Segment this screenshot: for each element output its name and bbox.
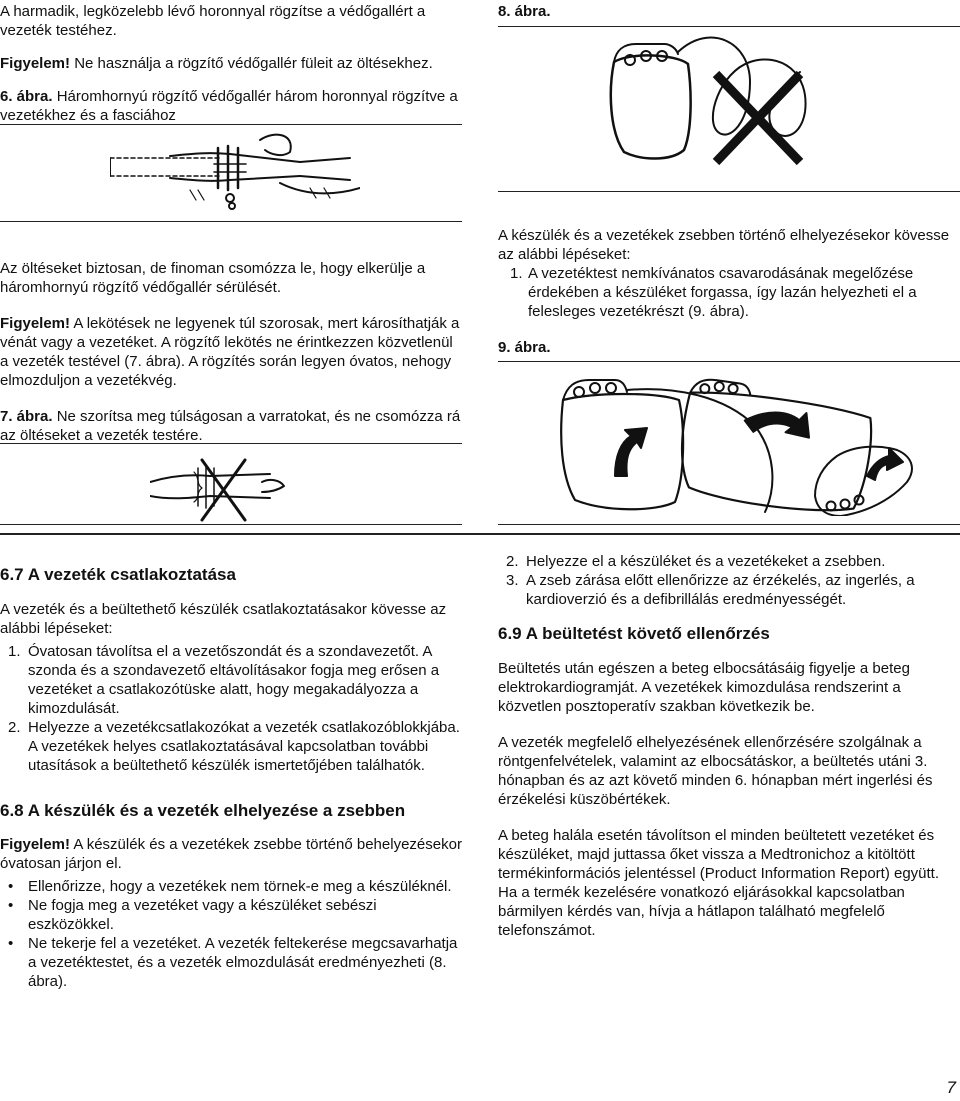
list-item: • Ne fogja meg a vezetéket vagy a készüléket sebészi eszközökkel. [8, 897, 377, 933]
figure-6-illustration [110, 128, 360, 218]
anchoring-sleeve-drawing [110, 128, 360, 218]
right-middle-column [498, 226, 960, 357]
figure-9-rule [498, 361, 960, 362]
bullet-list [0, 877, 462, 991]
warning-pocket: Figyelem! A készülék és a vezetékek zsebbe történő behelyezésekor óvatosan járjon el. [0, 836, 462, 872]
list-item: 3. A zseb zárása előtt ellenőrizze az érzékelés, az ingerlés, a kardioverzió és a defibrillálás eredményességét. [506, 572, 915, 608]
left-top-column [0, 2, 462, 125]
figure-9-bottom-rule [498, 524, 960, 525]
section-heading: 6.8 A készülék és a vezeték elhelyezése a zsebben [0, 801, 406, 820]
figure-7-caption: 7. ábra. Ne szorítsa meg túlságosan a varratokat, és ne csomózza rá az öltéseket a vezeték testére. [0, 408, 461, 444]
figure-6-caption: 6. ábra. Háromhornyú rögzítő védőgallér három horonnyal rögzítve a vezetékhez és a fasciához [0, 88, 458, 124]
crossed-suture-drawing [150, 452, 300, 524]
section-heading: 6.7 A vezeték csatlakoztatása [0, 565, 236, 584]
device-coiled-lead-drawing [600, 32, 840, 172]
numbered-list [0, 642, 462, 775]
numbered-list [498, 552, 960, 609]
warning-label: Figyelem! [0, 55, 71, 72]
figure-9-illustration [555, 366, 915, 516]
section-6-7 [0, 564, 462, 775]
figure-7-illustration [150, 452, 300, 524]
explant-paragraph: A beteg halála esetén távolítson el minden beültetett vezetéket és készüléket, majd juttassa őket vissza a Medtronichoz a kitöltött termékinformációs jelentéssel (Product Information Report) együtt. Ha a termék kezelésére vonatkozó eljárásokkal kapcsolatban bármilyen kérdés van, hívja a hátlapon található megfelelő telefonszámot. [498, 827, 940, 939]
figure-8-bottom-rule [498, 191, 960, 192]
list-item: 2. Helyezze a vezetékcsatlakozókat a vezeték csatlakozóblokkjába. A vezetékek helyes csatlakoztatásával kapcsolatban további utasítások a beültethető készülék ismertetőjében találhatók. [8, 719, 460, 774]
sutures-paragraph: Az öltéseket biztosan, de finoman csomózza le, hogy elkerülje a háromhornyú rögzítő védőgallér sérülését. [0, 260, 426, 296]
figure-8-rule [498, 26, 960, 27]
list-item: 1. A vezetéktest nemkívánatos csavarodásának megelőzése érdekében a készüléket forgassa, így lazán helyezheti el a felesleges vezetékrészt (9. ábra). [510, 265, 917, 320]
figure-label: 7. ábra. [0, 408, 53, 425]
figure-8-illustration [600, 32, 840, 172]
intro-paragraph: A harmadik, legközelebb lévő horonnyal rögzítse a védőgallért a vezeték testéhez. [0, 3, 426, 39]
pocket-intro: A készülék és a vezetékek zsebben történő elhelyezésekor kövesse az alábbi lépéseket: [498, 227, 950, 263]
warning-label: Figyelem! [0, 315, 71, 332]
section-divider [0, 533, 960, 535]
page-number: 7 [946, 1078, 956, 1097]
warning-collar-ears: Figyelem! Ne használja a rögzítő védőgallér füleit az öltésekhez. [0, 55, 433, 72]
follow-up-paragraph: Beültetés után egészen a beteg elbocsátásáig figyelje a beteg elektrokardiogramját. A vezetékek kimozdulása rendszerint a közvetlen posztoperatív szakban következik be. [498, 660, 910, 715]
section-heading: 6.9 A beültetést követő ellenőrzés [498, 624, 770, 643]
warning-ligatures: Figyelem! A lekötések ne legyenek túl szorosak, mert károsíthatják a vénát vagy a vezetéket. A rögzítő lekötés ne érintkezzen közvetlenül a vezeték testével (7. ábra). A rögzítés során legyen óvatos, nehogy elmozduljon a vezetékvég. [0, 315, 460, 389]
device-rotation-drawing [555, 366, 915, 516]
figure-label: 6. ábra. [0, 88, 53, 105]
warning-label: Figyelem! [0, 836, 71, 853]
figure-7-rule [0, 443, 462, 444]
list-item: 1. Óvatosan távolítsa el a vezetőszondát és a szondavezetőt. A szonda és a szondavezető eltávolításakor fogja meg erősen a vezetéket a csatlakozótüske alatt, hogy megakadályozza a kimozdulását. [8, 643, 440, 717]
left-middle-column [0, 259, 462, 445]
list-item: 2. Helyezze el a készüléket és a vezetékeket a zsebben. [506, 553, 886, 570]
section-intro: A vezeték és a beültethető készülék csatlakoztatásakor kövesse az alábbi lépéseket: [0, 601, 447, 637]
section-6-8 [0, 800, 462, 991]
figure-8-label: 8. ábra. [498, 3, 551, 20]
figure-9-label: 9. ábra. [498, 339, 551, 356]
list-item: • Ne tekerje fel a vezetéket. A vezeték feltekerése megcsavarhatja a vezetéktestet, és a vezeték elmozdulását eredményezheti (8. ábra). [8, 935, 458, 990]
figure-7-bottom-rule [0, 524, 462, 525]
figure-6-bottom-rule [0, 221, 462, 222]
right-bottom-column [498, 552, 960, 940]
figure-6-rule [0, 124, 462, 125]
list-item: • Ellenőrizze, hogy a vezetékek nem törnek-e meg a készüléknél. [8, 878, 452, 895]
verification-paragraph: A vezeték megfelelő elhelyezésének ellenőrzésére szolgálnak a röntgenfelvételek, valamint az elbocsátáskor, a beültetés utáni 3. hónapban és az azt követő minden 6. hónapban mért ingerlési és érzékelési küszöbértékek. [498, 734, 933, 808]
